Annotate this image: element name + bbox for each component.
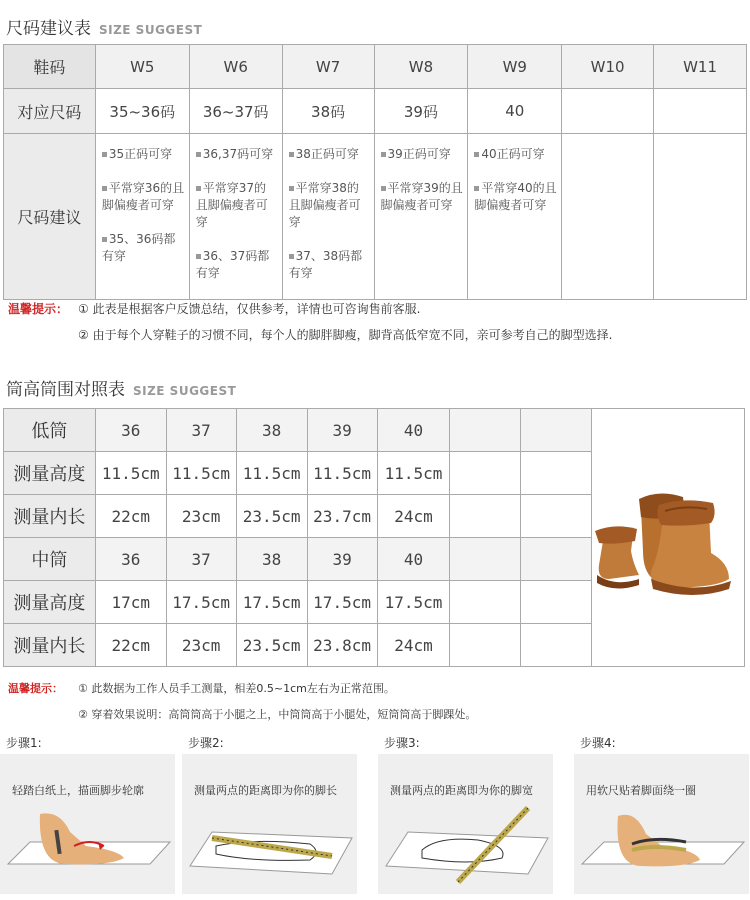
step-label: 步骤4:	[580, 736, 616, 750]
size-cell: 40	[377, 538, 450, 581]
step-2	[188, 734, 337, 797]
note-line: ② 穿着效果说明：高筒筒高于小腿之上，中筒筒高于小腿处，短筒筒高于脚踝处。	[78, 708, 477, 721]
step-label: 步骤2:	[188, 736, 224, 750]
row-label: 尺码建议	[4, 134, 96, 300]
empty-cell	[450, 495, 521, 538]
size-cell: 38	[236, 538, 307, 581]
advice-text: 39正码可穿	[387, 147, 451, 161]
size-cell: 36	[95, 538, 166, 581]
step-panel	[574, 754, 749, 894]
group-label: 中筒	[4, 538, 96, 581]
row-label: 对应尺码	[4, 89, 96, 134]
height-cell: 11.5cm	[236, 452, 307, 495]
advice-cell	[374, 134, 468, 300]
bullet-icon	[196, 186, 201, 191]
length-cell: 23.7cm	[307, 495, 377, 538]
advice-cell	[468, 134, 562, 300]
empty-cell	[521, 538, 592, 581]
empty-cell	[521, 581, 592, 624]
table-row	[4, 409, 745, 452]
row-label: 测量内长	[4, 624, 96, 667]
empty-cell	[450, 581, 521, 624]
height-cell: 11.5cm	[377, 452, 450, 495]
height-cell: 17.5cm	[166, 581, 236, 624]
note-line: ② 由于每个人穿鞋子的习惯不同，每个人的脚胖脚瘦，脚背高低窄宽不同，亲可参考自己的脚型选择.	[78, 328, 613, 342]
advice-text: 平常穿36的且脚偏瘦者可穿	[101, 181, 185, 212]
advice-text: 36,37码可穿	[202, 147, 274, 161]
step-4	[580, 734, 696, 797]
length-cell: 23.5cm	[236, 495, 307, 538]
bullet-icon	[474, 186, 479, 191]
boot-image	[593, 471, 743, 601]
advice-text: 平常穿40的且脚偏瘦者可穿	[474, 181, 557, 212]
tube-height-table	[3, 408, 745, 667]
step-desc: 测量两点的距离即为你的脚长	[194, 784, 337, 797]
section-title-en: SIZE SUGGEST	[99, 23, 203, 37]
group-label: 低筒	[4, 409, 96, 452]
step-1	[6, 734, 144, 797]
size-suggest-table	[3, 44, 747, 300]
step-label: 步骤1:	[6, 736, 42, 750]
cn-size-cell	[654, 89, 747, 134]
header-label: 鞋码	[4, 45, 96, 89]
advice-text: 35正码可穿	[108, 147, 173, 161]
size-header: W11	[654, 45, 747, 89]
tube-size-title	[6, 375, 236, 400]
size-header: W5	[95, 45, 189, 89]
height-cell: 17.5cm	[236, 581, 307, 624]
empty-cell	[450, 409, 521, 452]
note-line: ① 此数据为工作人员手工测量，相差0.5~1cm左右为正常范围。	[78, 682, 395, 695]
cn-size-cell: 38码	[282, 89, 374, 134]
advice-cell	[189, 134, 282, 300]
cn-size-cell: 35~36码	[95, 89, 189, 134]
bullet-icon	[474, 152, 479, 157]
empty-cell	[450, 624, 521, 667]
notes-tube	[8, 676, 476, 728]
row-label: 测量高度	[4, 452, 96, 495]
length-cell: 23.8cm	[307, 624, 377, 667]
advice-text: 38正码可穿	[295, 147, 359, 161]
size-cell: 39	[307, 409, 377, 452]
size-cell: 37	[166, 538, 236, 581]
advice-cell	[282, 134, 374, 300]
size-header: W7	[282, 45, 374, 89]
advice-text: 平常穿39的且脚偏瘦者可穿	[380, 181, 463, 212]
size-header: W8	[374, 45, 468, 89]
step-label: 步骤3:	[384, 736, 420, 750]
step-desc: 测量两点的距离即为你的脚宽	[390, 784, 533, 797]
advice-text: 36、37码都有穿	[195, 249, 270, 280]
height-cell: 11.5cm	[95, 452, 166, 495]
size-suggest-title	[6, 14, 202, 39]
length-cell: 22cm	[95, 495, 166, 538]
bullet-icon	[196, 152, 201, 157]
row-label: 测量内长	[4, 495, 96, 538]
boot-image-cell	[591, 409, 744, 667]
height-cell: 17.5cm	[307, 581, 377, 624]
empty-cell	[521, 409, 592, 452]
step-panel	[378, 754, 553, 894]
bullet-icon	[289, 152, 294, 157]
note-line: ① 此表是根据客户反馈总结，仅供参考，详情也可咨询售前客服.	[78, 302, 421, 316]
empty-cell	[450, 452, 521, 495]
row-label: 测量高度	[4, 581, 96, 624]
height-cell: 11.5cm	[307, 452, 377, 495]
table-row	[4, 89, 747, 134]
size-cell: 36	[95, 409, 166, 452]
height-cell: 17cm	[95, 581, 166, 624]
size-cell: 39	[307, 538, 377, 581]
cn-size-cell	[562, 89, 654, 134]
length-cell: 24cm	[377, 624, 450, 667]
height-cell: 11.5cm	[166, 452, 236, 495]
advice-cell	[654, 134, 747, 300]
advice-text: 平常穿37的且脚偏瘦者可穿	[195, 181, 268, 229]
bullet-icon	[196, 254, 201, 259]
step-panel	[0, 754, 175, 894]
step-panel	[182, 754, 357, 894]
table-row	[4, 45, 747, 89]
size-cell: 38	[236, 409, 307, 452]
advice-cell	[95, 134, 189, 300]
foot-width-illustration	[378, 754, 553, 894]
advice-text: 37、38码都有穿	[288, 249, 363, 280]
size-header: W10	[562, 45, 654, 89]
step-3	[384, 734, 533, 797]
bullet-icon	[381, 186, 386, 191]
height-cell: 17.5cm	[377, 581, 450, 624]
section-title-en: SIZE SUGGEST	[133, 384, 237, 398]
size-header: W9	[468, 45, 562, 89]
bullet-icon	[289, 186, 294, 191]
size-cell: 37	[166, 409, 236, 452]
cn-size-cell: 40	[468, 89, 562, 134]
cn-size-cell: 39码	[374, 89, 468, 134]
size-header: W6	[189, 45, 282, 89]
measure-steps	[0, 734, 750, 900]
cn-size-cell: 36~37码	[189, 89, 282, 134]
advice-text: 35、36码都有穿	[101, 232, 176, 263]
bullet-icon	[289, 254, 294, 259]
foot-girth-illustration	[574, 754, 749, 894]
length-cell: 23cm	[166, 624, 236, 667]
bullet-icon	[381, 152, 386, 157]
foot-trace-illustration	[0, 754, 175, 894]
empty-cell	[521, 495, 592, 538]
bullet-icon	[102, 152, 107, 157]
step-desc: 轻踏白纸上，描画脚步轮廓	[12, 784, 144, 797]
tip-label: 温馨提示：	[8, 682, 63, 695]
step-desc: 用软尺贴着脚面绕一圈	[586, 784, 696, 797]
length-cell: 24cm	[377, 495, 450, 538]
empty-cell	[521, 624, 592, 667]
advice-cell	[562, 134, 654, 300]
advice-text: 40正码可穿	[481, 147, 545, 161]
bullet-icon	[102, 186, 107, 191]
length-cell: 23cm	[166, 495, 236, 538]
length-cell: 22cm	[95, 624, 166, 667]
section-title-cn: 尺码建议表	[6, 19, 91, 39]
section-title-cn: 筒高筒围对照表	[6, 380, 125, 400]
size-cell: 40	[377, 409, 450, 452]
bullet-icon	[102, 237, 107, 242]
foot-length-illustration	[182, 754, 357, 894]
empty-cell	[521, 452, 592, 495]
empty-cell	[450, 538, 521, 581]
notes-size	[8, 296, 612, 348]
advice-text: 平常穿38的且脚偏瘦者可穿	[288, 181, 361, 229]
length-cell: 23.5cm	[236, 624, 307, 667]
tip-label: 温馨提示：	[8, 302, 69, 316]
table-row	[4, 134, 747, 300]
